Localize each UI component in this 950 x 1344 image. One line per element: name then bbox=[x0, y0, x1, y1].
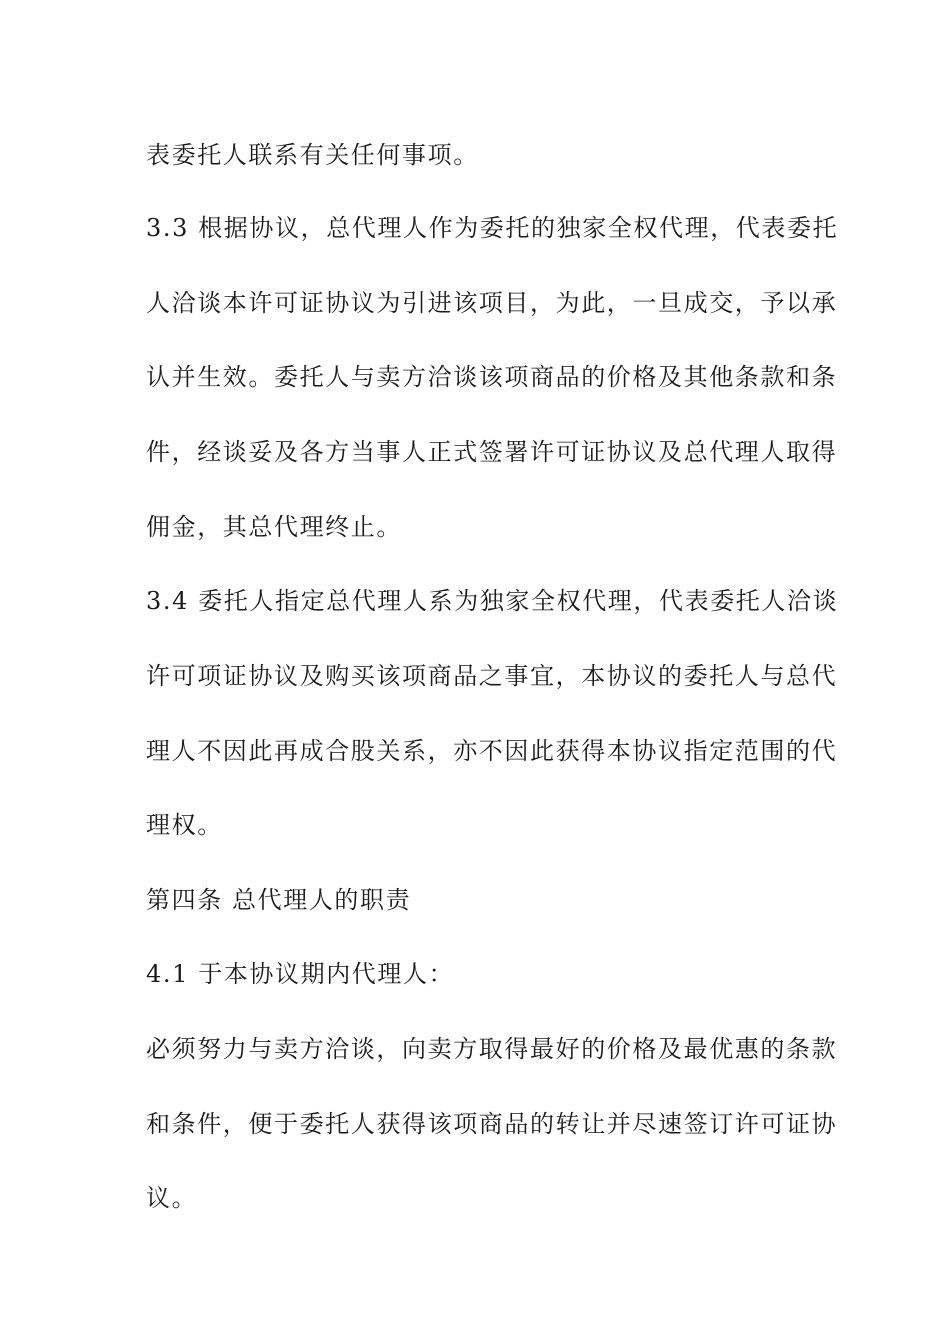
text-line-10: 理权。 bbox=[146, 811, 223, 839]
text-line-12: 4.1 于本协议期内代理人： bbox=[146, 960, 455, 988]
section-heading: 第四条 总代理人的职责 bbox=[146, 886, 412, 914]
text-line-13: 必须努力与卖方洽谈，向卖方取得最好的价格及最优惠的条款 bbox=[146, 1035, 838, 1063]
text-line-7: 3.4 委托人指定总代理人系为独家全权代理，代表委托人洽谈 bbox=[146, 587, 839, 615]
text-line-8: 许可项证协议及购买该项商品之事宜，本协议的委托人与总代 bbox=[146, 662, 838, 690]
text-line-6: 佣金，其总代理终止。 bbox=[146, 513, 402, 541]
text-line-4: 认并生效。委托人与卖方洽谈该项商品的价格及其他条款和条 bbox=[146, 363, 838, 391]
text-line-14: 和条件，便于委托人获得该项商品的转让并尽速签订许可证协 bbox=[146, 1110, 838, 1138]
text-line-15: 议。 bbox=[146, 1184, 198, 1212]
text-line-5: 件，经谈妥及各方当事人正式签署许可证协议及总代理人取得 bbox=[146, 438, 838, 466]
text-line-9: 理人不因此再成合股关系，亦不因此获得本协议指定范围的代 bbox=[146, 737, 838, 765]
text-line-1: 表委托人联系有关任何事项。 bbox=[146, 141, 479, 169]
text-line-3: 人洽谈本许可证协议为引进该项目，为此，一旦成交，予以承 bbox=[146, 289, 838, 317]
text-line-2: 3.3 根据协议，总代理人作为委托的独家全权代理，代表委托 bbox=[146, 214, 839, 242]
